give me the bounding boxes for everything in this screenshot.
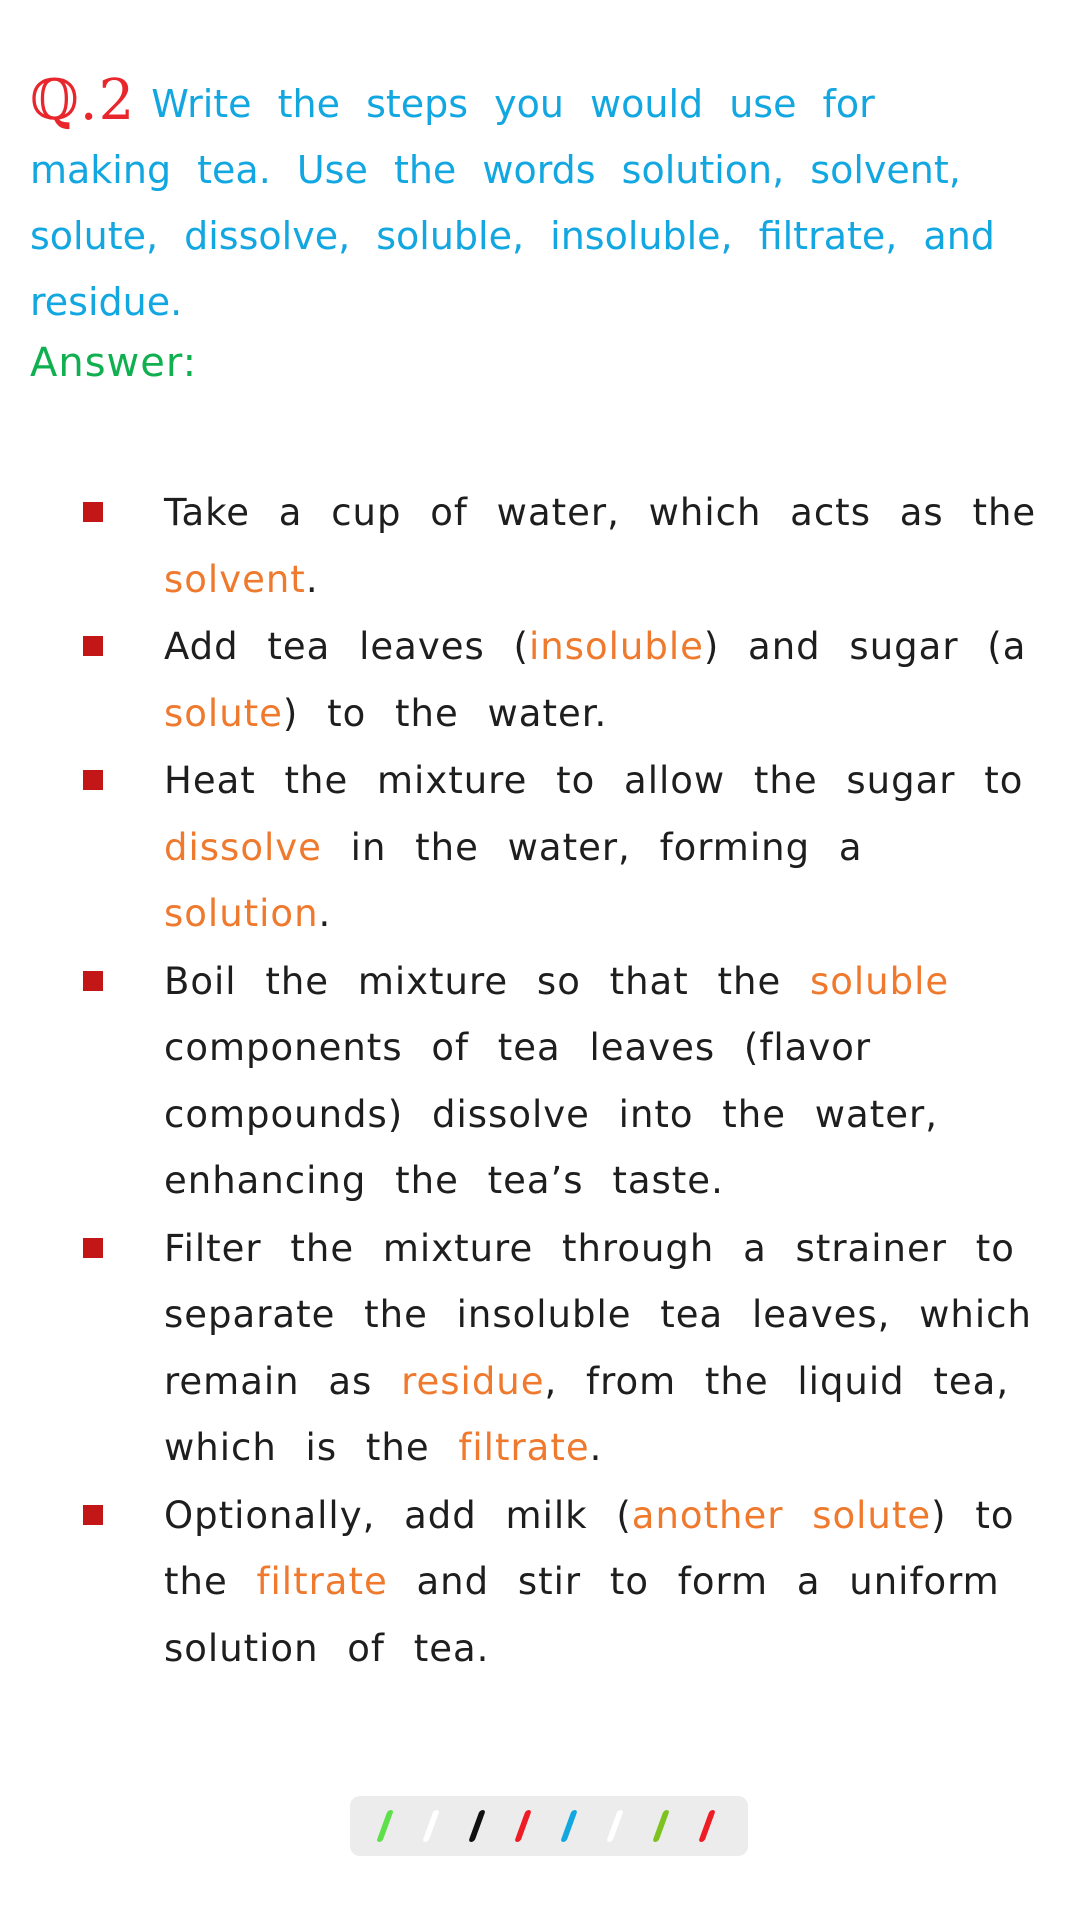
step-text: Heat the mixture to allow the sugar to <box>164 759 1024 802</box>
pen-stroke-icon[interactable] <box>698 1810 716 1842</box>
step-text: Optionally, add milk ( <box>164 1493 632 1537</box>
pen-stroke-icon[interactable] <box>652 1810 670 1842</box>
step-text: in the water, forming a <box>321 825 863 869</box>
square-bullet-icon <box>83 1505 103 1525</box>
step-text: . <box>305 557 319 601</box>
question-number: ℚ.2 <box>30 68 136 133</box>
answer-step <box>0 614 1080 747</box>
answer-step-list <box>0 480 1080 1683</box>
highlighted-term: filtrate <box>256 1560 388 1603</box>
highlighted-term: solvent <box>164 557 306 601</box>
answer-label: Answer: <box>30 340 198 386</box>
step-text: ) to the <box>164 1493 1015 1603</box>
step-text: . <box>318 892 332 935</box>
pen-color-toolbar <box>350 1796 748 1856</box>
step-text: Boil the mixture so that the <box>164 959 810 1003</box>
step-text: , from the liquid tea, which is the <box>164 1359 1010 1469</box>
pen-stroke-icon[interactable] <box>376 1810 394 1842</box>
step-text: components of tea leaves (flavor compounds) dissolve into the water, enhancing the tea’s taste. <box>164 1026 938 1202</box>
answer-step <box>0 748 1080 948</box>
question-body: Write the steps you would use for making tea. Use the words solution, solvent, solute, dissolve, soluble, insoluble, filtrate, and residue. <box>30 82 995 324</box>
highlighted-term: filtrate <box>458 1426 590 1469</box>
square-bullet-icon <box>83 636 103 656</box>
step-text: . <box>589 1426 603 1469</box>
square-bullet-icon <box>83 1238 103 1258</box>
step-text: ) to the water. <box>282 691 608 735</box>
square-bullet-icon <box>83 971 103 991</box>
step-text: Take a cup of water, which acts as the <box>164 491 1037 534</box>
highlighted-term: another solute <box>631 1493 932 1537</box>
pen-stroke-icon[interactable] <box>560 1810 578 1842</box>
highlighted-term: solute <box>164 691 283 735</box>
step-text: Filter the mixture through a strainer to separate the insoluble tea leaves, which remain as <box>164 1226 1032 1403</box>
pen-stroke-icon[interactable] <box>422 1810 440 1842</box>
square-bullet-icon <box>83 502 103 522</box>
step-text: Add tea leaves ( <box>164 625 529 668</box>
question-text-block <box>30 68 1040 335</box>
highlighted-term: solution <box>164 892 319 935</box>
answer-step <box>0 949 1080 1215</box>
highlighted-term: dissolve <box>164 825 322 869</box>
square-bullet-icon <box>83 770 103 790</box>
pen-stroke-icon[interactable] <box>606 1810 624 1842</box>
highlighted-term: soluble <box>809 959 950 1003</box>
step-text: and stir to form a uniform solution of tea. <box>164 1560 1000 1670</box>
answer-step <box>0 1216 1080 1482</box>
highlighted-term: residue <box>401 1359 545 1403</box>
pen-stroke-icon[interactable] <box>514 1810 532 1842</box>
answer-step <box>0 1483 1080 1683</box>
step-text: ) and sugar (a <box>703 625 1027 668</box>
answer-step <box>0 480 1080 613</box>
highlighted-term: insoluble <box>528 625 704 668</box>
pen-stroke-icon[interactable] <box>468 1810 486 1842</box>
